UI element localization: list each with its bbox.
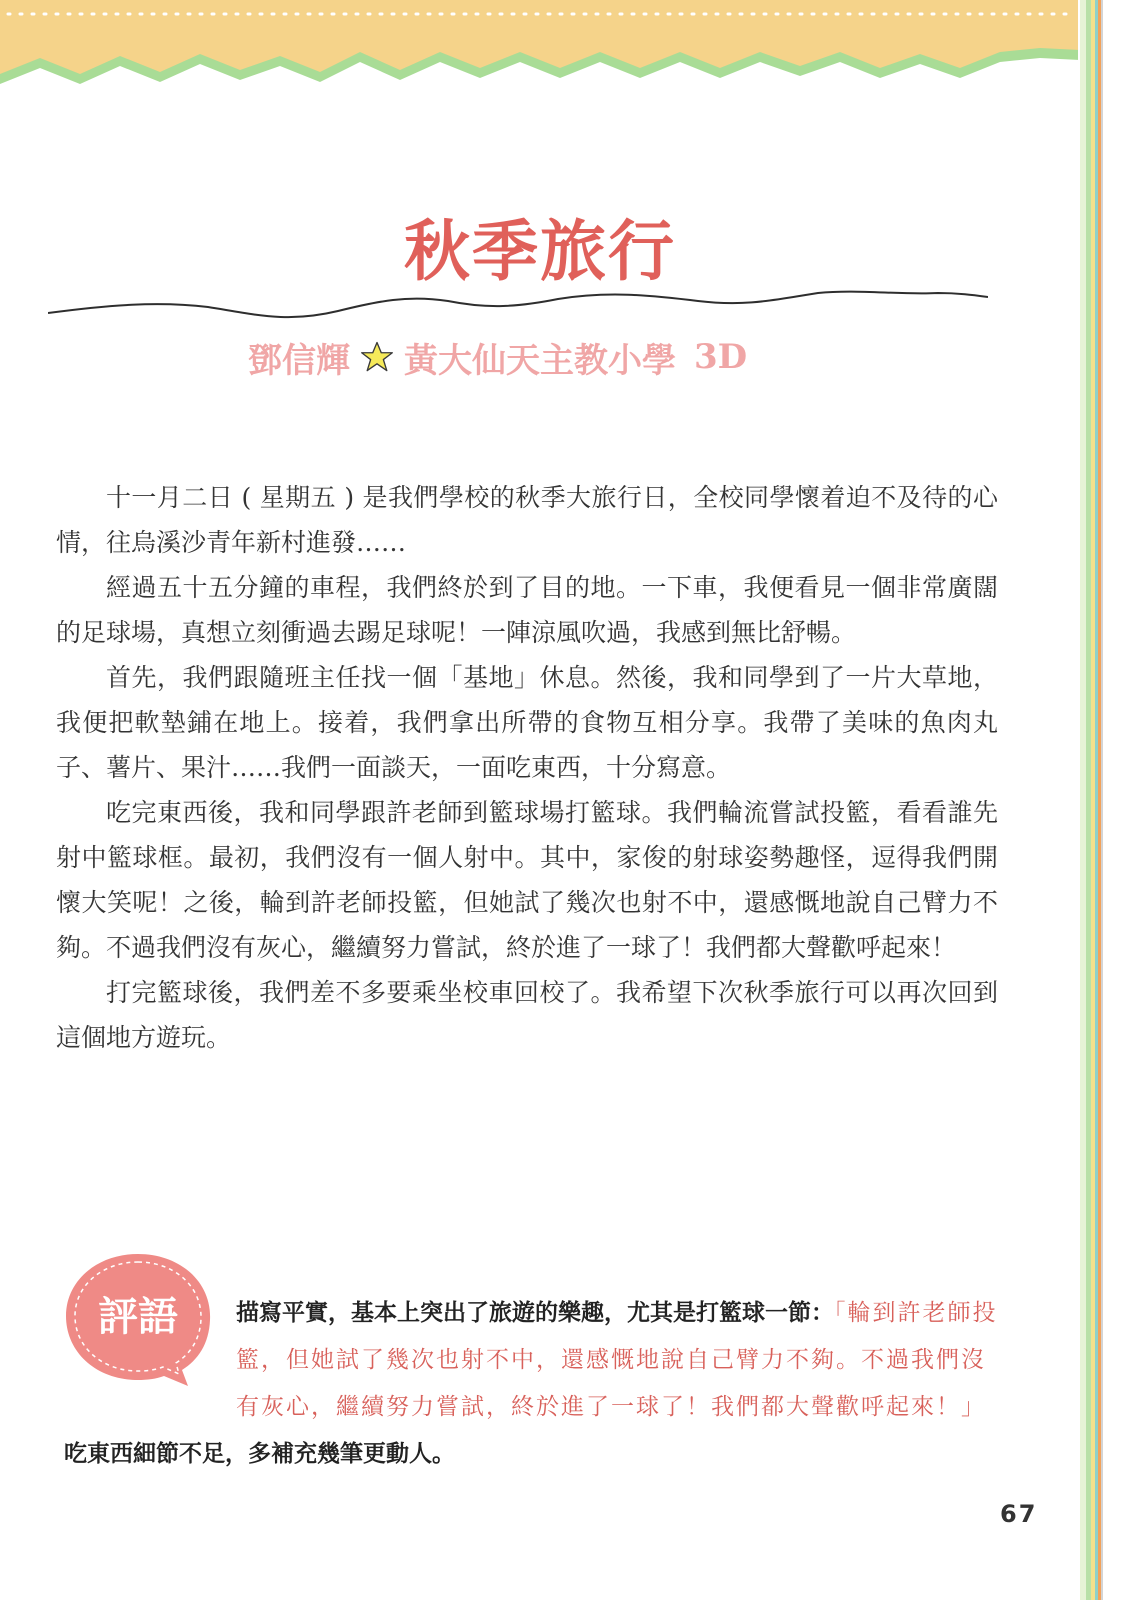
comment-ending: 吃東西細節不足，多補充幾筆更動人。 (64, 1441, 455, 1467)
star-icon (360, 340, 394, 374)
comment-block (64, 1290, 998, 1478)
top-banner (0, 0, 1080, 110)
essay-paragraph: 十一月二日 ( 星期五 ) 是我們學校的秋季大旅行日，全校同學懷着迫不及待的心情，往烏溪沙青年新村進發…… (56, 483, 998, 557)
essay-paragraph: 首先，我們跟隨班主任找一個「基地」休息。然後，我和同學到了一片大草地，我便把軟墊鋪在地上。接着，我們拿出所帶的食物互相分享。我帶了美味的魚肉丸子、薯片、果汁……我們一面談天，一面吃東西，十分寫意。 (56, 663, 998, 782)
comment-quote: 「輪到許老師投籃，但她試了幾次也射不中，還感慨地說自己臂力不夠。不過我們沒有灰心，繼續努力嘗試，終於進了一球了！我們都大聲歡呼起來！」 (236, 1300, 998, 1420)
essay-paragraph: 經過五十五分鐘的車程，我們終於到了目的地。一下車，我便看見一個非常廣闊的足球場，真想立刻衝過去踢足球呢！一陣涼風吹過，我感到無比舒暢。 (56, 573, 998, 647)
school-name: 黃大仙天主教小學 (404, 340, 676, 381)
essay-body (56, 475, 998, 1060)
book-edge (1078, 0, 1130, 1600)
essay-paragraph: 打完籃球後，我們差不多要乘坐校車回校了。我希望下次秋季旅行可以再次回到這個地方遊玩。 (56, 978, 998, 1052)
author-name: 鄧信輝 (248, 340, 350, 381)
page-title: 秋季旅行 (404, 212, 676, 290)
comment-badge-label: 評語 (98, 1294, 178, 1340)
page-number: 67 (1000, 1500, 1038, 1528)
class-name: 3D (694, 337, 748, 377)
byline (248, 333, 747, 381)
title-divider (48, 285, 988, 330)
essay-paragraph: 吃完東西後，我和同學跟許老師到籃球場打籃球。我們輪流嘗試投籃，看看誰先射中籃球框。最初，我們沒有一個人射中。其中，家俊的射球姿勢趣怪，逗得我們開懷大笑呢！之後，輪到許老師投籃，但她試了幾次也射不中，還感慨地說自己臂力不夠。不過我們沒有灰心，繼續努力嘗試，終於進了一球了！我們都大聲歡呼起來！ (56, 798, 998, 962)
comment-lead: 描寫平實，基本上突出了旅遊的樂趣，尤其是打籃球一節： (236, 1300, 834, 1326)
